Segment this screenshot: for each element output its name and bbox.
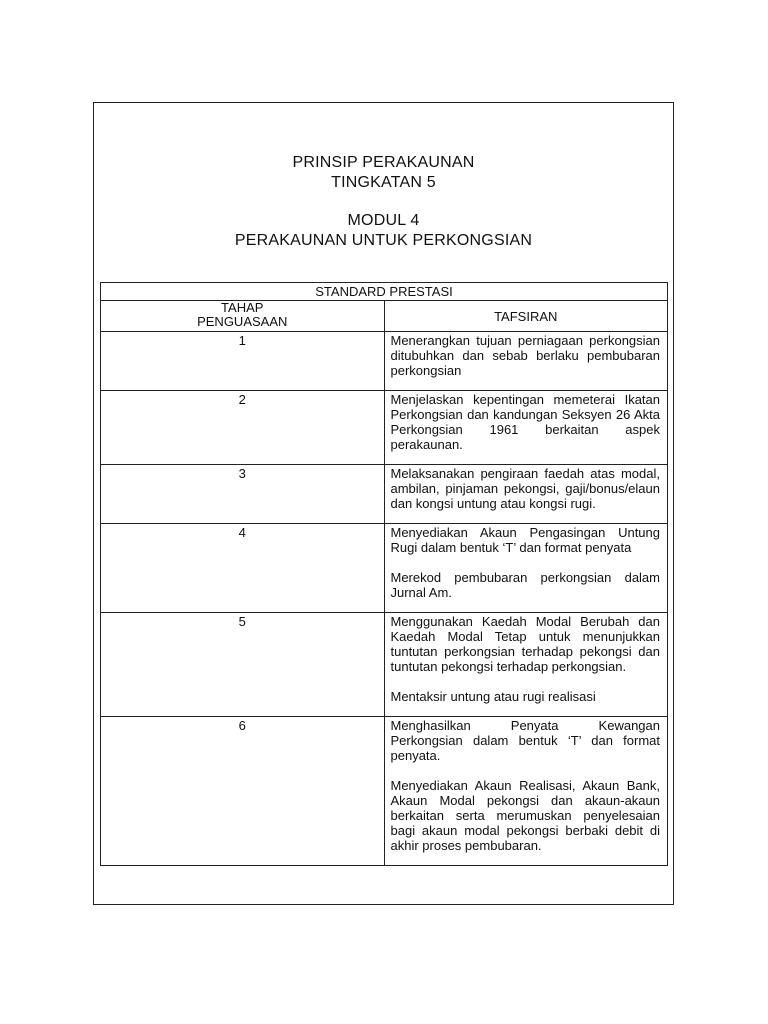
description-paragraph: Menjelaskan kepentingan memeterai Ikatan Perkongsian dan kandungan Seksyen 26 Akta Perkongsian 1961 berkaitan aspek perakaunan. xyxy=(390,392,660,452)
description-paragraph: Merekod pembubaran perkongsian dalam Jurnal Am. xyxy=(390,570,660,600)
level-description xyxy=(385,717,668,865)
description-paragraph: Menyediakan Akaun Realisasi, Akaun Bank, Akaun Modal pekongsi dan akaun-akaun berkaitan serta merumuskan penyelesaian bagi akaun modal pekongsi berbaki debit di akhir proses pembubaran. xyxy=(390,778,660,853)
level-number: 2 xyxy=(238,392,246,407)
table-row xyxy=(101,391,668,465)
level-number: 1 xyxy=(238,333,246,348)
description-paragraph: Melaksanakan pengiraan faedah atas modal, ambilan, pinjaman pekongsi, gaji/bonus/elaun dan kongsi untung atau kongsi rugi. xyxy=(390,466,660,511)
performance-standard-table xyxy=(100,282,668,866)
header-level-line1: TAHAP xyxy=(221,300,264,315)
table-row xyxy=(101,717,668,866)
description-paragraph: Menyediakan Akaun Pengasingan Untung Rugi dalam bentuk ‘T’ dan format penyata xyxy=(390,525,660,555)
header-level-cell xyxy=(101,301,385,332)
table-row xyxy=(101,613,668,717)
level-number: 6 xyxy=(238,718,246,733)
level-number: 4 xyxy=(238,525,246,540)
module-number: MODUL 4 xyxy=(347,212,420,229)
document-header xyxy=(94,153,673,251)
header-description-cell: TAFSIRAN xyxy=(384,301,668,332)
table-caption: STANDARD PRESTASI xyxy=(101,283,668,301)
table-row xyxy=(101,332,668,391)
level-description xyxy=(385,332,668,390)
level-number: 5 xyxy=(238,614,246,629)
module-title: PERAKAUNAN UNTUK PERKONGSIAN xyxy=(234,232,533,249)
level-number: 3 xyxy=(238,466,246,481)
description-paragraph: Mentaksir untung atau rugi realisasi xyxy=(390,689,596,704)
description-paragraph: Menerangkan tujuan perniagaan perkongsian ditubuhkan dan sebab berlaku pembubaran perkongsian xyxy=(390,333,660,378)
description-paragraph: Menggunakan Kaedah Modal Berubah dan Kaedah Modal Tetap untuk menunjukkan tuntutan perkongsian terhadap pekongsi dan tuntutan pekongsi terhadap perkongsian. xyxy=(390,614,660,674)
form-level: TINGKATAN 5 xyxy=(331,174,436,191)
description-paragraph: Menghasilkan Penyata Kewangan Perkongsian dalam bentuk ‘T’ dan format penyata. xyxy=(390,718,660,763)
header-level-line2: PENGUASAAN xyxy=(197,314,288,329)
level-description xyxy=(385,524,668,612)
level-description xyxy=(385,391,668,464)
subject-title: PRINSIP PERAKAUNAN xyxy=(292,154,475,171)
level-description xyxy=(385,613,668,716)
level-description xyxy=(385,465,668,523)
table-row xyxy=(101,524,668,613)
table-row xyxy=(101,465,668,524)
